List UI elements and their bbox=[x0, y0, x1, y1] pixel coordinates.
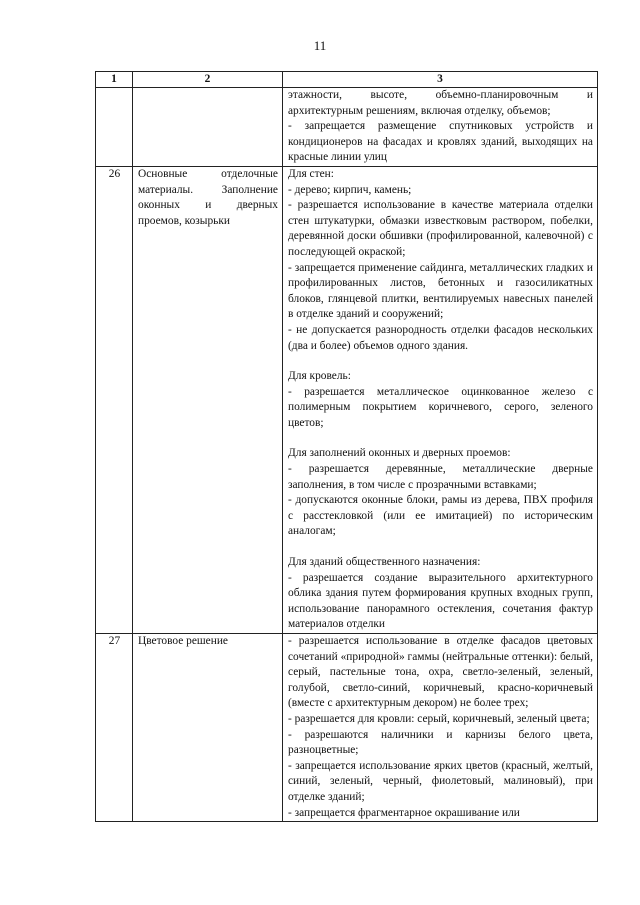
block-heading: Для стен: bbox=[288, 167, 334, 180]
requirement-item: - разрешаются наличники и карнизы белого цвета, разноцветные; bbox=[288, 728, 593, 757]
requirements-cell bbox=[283, 166, 598, 633]
table-row-27 bbox=[96, 634, 598, 822]
block-spacer bbox=[288, 354, 593, 369]
block-heading: Для зданий общественного назначения: bbox=[288, 556, 481, 569]
requirement-item: - разрешается использование в отделке фасадов цветовых сочетаний «природной» гаммы (нейтральные оттенки): белый, серый, пастельные тона, охра, светло-зеленый, зеленый, голубой, светло-синий, коричневый, красно-коричневый (вместе с архитектурным декором) не более трех; bbox=[288, 635, 593, 710]
requirement-item: - допускаются оконные блоки, рамы из дерева, ПВХ профиля с расстекловкой (или ее имитацией) по историческим аналогам; bbox=[288, 494, 593, 538]
requirement-item: - запрещается применение сайдинга, металлических гладких и профилированных листов, бетонных и газосиликатных блоков, глянцевой плитки, вентилируемых навесных панелей в отделке зданий и сооружений; bbox=[288, 261, 593, 321]
requirement-item: - разрешается для кровли: серый, коричневый, зеленый цвета; bbox=[288, 712, 590, 725]
regulations-table bbox=[95, 71, 598, 822]
requirement-item: - не допускается разнородность отделки фасадов нескольких (два и более) объемов одного здания. bbox=[288, 323, 593, 352]
requirement-item: - разрешается использование в качестве материала отделки стен штукатурки, обмазки известковым раствором, побелки, деревянной доски обшивки (профилированной, калевочной) с последующей окраской; bbox=[288, 199, 593, 258]
column-header: 2 bbox=[133, 72, 283, 88]
page-number: 11 bbox=[313, 38, 327, 53]
requirement-item: - разрешается деревянные, металлические дверные заполнения, в том числе с прозрачными вставками; bbox=[288, 463, 593, 491]
requirements-cell bbox=[283, 634, 598, 822]
requirement-item: - разрешается создание выразительного архитектурного облика здания путем формирования крупных входных групп, использование панорамного остекления, сочетания фактур материалов отделки bbox=[288, 571, 593, 631]
requirement-item: - разрешается металлическое оцинкованное железо с полимерным покрытием коричневого, серого, зеленого цветов; bbox=[288, 385, 593, 429]
row-name-cell: Основные отделочные материалы. Заполнение оконных и дверных проемов, козырьки bbox=[133, 166, 283, 633]
row-number-cell: 26 bbox=[96, 166, 133, 633]
block-heading: Для кровель: bbox=[288, 370, 351, 383]
row-number-cell bbox=[96, 88, 133, 167]
table-header-row bbox=[96, 72, 598, 88]
requirements-cell bbox=[283, 88, 598, 167]
requirement-item: - запрещается фрагментарное окрашивание или bbox=[288, 806, 520, 819]
block-spacer bbox=[288, 431, 593, 446]
table-row-26 bbox=[96, 166, 598, 633]
row-name-cell: Цветовое решение bbox=[133, 634, 283, 822]
row-name-cell bbox=[133, 88, 283, 167]
block-heading: Для заполнений оконных и дверных проемов: bbox=[288, 447, 511, 460]
column-header: 3 bbox=[283, 72, 598, 88]
requirement-item: - запрещается использование ярких цветов (красный, желтый, синий, зеленый, черный, фиолетовый, малиновый), при отделке зданий; bbox=[288, 759, 593, 803]
block-spacer bbox=[288, 540, 593, 555]
column-header: 1 bbox=[96, 72, 133, 88]
requirement-item: этажности, высоте, объемно-планировочным и архитектурным решениям, включая отделку, объемов; bbox=[288, 89, 593, 117]
requirement-item: - дерево; кирпич, камень; bbox=[288, 183, 412, 196]
table-row-continuation bbox=[96, 88, 598, 167]
requirement-item: - запрещается размещение спутниковых устройств и кондиционеров на фасадах и кровлях зданий, выходящих на красные линии улиц bbox=[288, 120, 593, 164]
row-number-cell: 27 bbox=[96, 634, 133, 822]
